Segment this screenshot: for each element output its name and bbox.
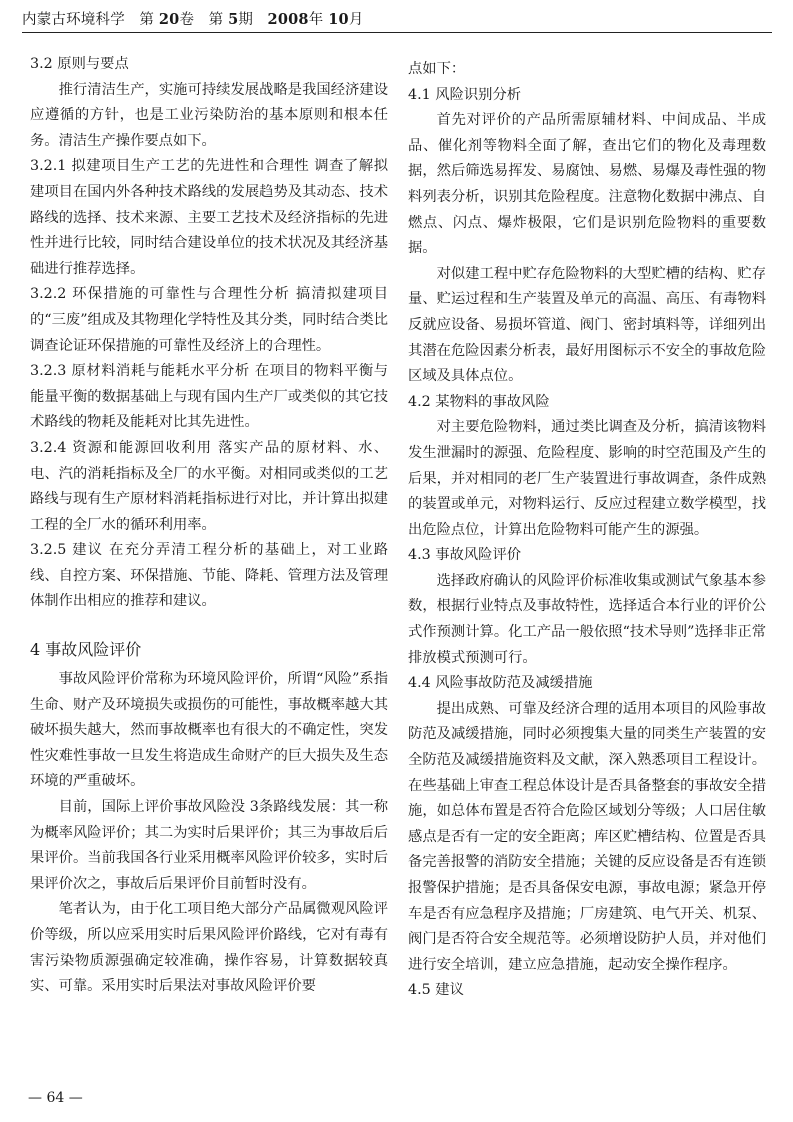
- section-heading: 3.2 原则与要点: [30, 56, 129, 72]
- left-column: [30, 52, 388, 1000]
- paragraph: 首先对评价的产品所需原辅材料、中间成品、半成品、催化剂等物料全面了解，查出它们的物化及毒理数据，然后筛选易挥发、易腐蚀、易燃、易爆及毒性强的物料列表分析，识别其危险程度。注意物化数据中沸点、自燃点、闪点、爆炸极限，它们是识别危险物料的重要数据。: [408, 112, 766, 257]
- section-heading: 4 事故风险评价: [30, 640, 142, 660]
- section-heading: 4.4 风险事故防范及减缓措施: [408, 675, 593, 692]
- issue-number: 5: [228, 11, 239, 28]
- subsection-paragraph: 3.2.4 资源和能源回收利用 落实产品的原材料、水、电、汽的消耗指标及全厂的水平衡。对相同或类似的工艺路线与现有生产原材料消耗指标进行对比，并计算出拟建工程的全厂水的循环利用率。: [30, 439, 388, 533]
- paragraph: 推行清洁生产，实施可持续发展战略是我国经济建设应遵循的方针，也是工业污染防治的基本原则和根本任务。清洁生产操作要点如下。: [30, 81, 388, 149]
- section-heading: 4.3 事故风险评价: [408, 547, 522, 564]
- subsection-paragraph: 3.2.5 建议 在充分弄清工程分析的基础上，对工业路线、自控方案、环保措施、节能、降耗、管理方法及管理体制作出相应的推荐和建议。: [30, 542, 388, 610]
- month: 10: [328, 11, 349, 28]
- section-heading: 4.2 某物料的事故风险: [408, 393, 550, 410]
- paragraph: 提出成熟、可靠及经济合理的适用本项目的风险事故防范及减缓措施，同时必须搜集大量的同类生产装置的安全防范及减缓措施资料及文献，深入熟悉项目工程设计。在些基础上审查工程总体设计是否具备整套的事故安全措施，如总体布置是否符合危险区域划分等级；人口居住敏感点是否有一定的安全距离；库区贮槽结构、位置是否具备完善报警的消防安全措施；关键的反应设备是否有连锁报警保护措施；是否具备保安电源，事故电源；紧急开停车是否有应急程序及措施；厂房建筑、电气开关、机泵、阀门是否符合安全规范等。必须增设防护人员，并对他们进行安全培训，建立应急措施，起动安全操作程序。: [408, 700, 766, 973]
- paragraph: 点如下：: [408, 61, 466, 77]
- paragraph: 目前，国际上评价事故风险没 3条路线发展：其一称为概率风险评价；其二为实时后果评价；其三为事故后后果评价。当前我国各行业采用概率风险评价较多，实时后果评价次之，事故后后果评价目前暂时没有。: [30, 799, 388, 892]
- section-heading: 4.1 风险识别分析: [408, 86, 522, 103]
- paragraph: 笔者认为，由于化工项目绝大部分产品属微观风险评价等级，所以应采用实时后果风险评价路线，它对有毒有害污染物质源强确定较准确，操作容易，计算数据较真实、可靠。采用实时后果法对事故风险评价要: [30, 901, 388, 995]
- subsection-paragraph: 3.2.1 拟建项目生产工艺的先进性和合理性 调查了解拟建项目在国内外各种技术路线的发展趋势及其动态、技术路线的选择、技术来源、主要工艺技术及经济指标的先进性并进行比较，同时结合建设单位的技术状况及其经济基础进行推荐选择。: [30, 158, 388, 277]
- paragraph: 事故风险评价常称为环境风险评价，所谓“风险”系指生命、财产及环境损失或损伤的可能性，事故概率越大其破坏损失越大，然而事故概率也有很大的不确定性，突发性灾难性事故一旦发生将造成生命财产的巨大损失及生态环境的严重破坏。: [30, 671, 388, 790]
- volume-number: 20: [158, 11, 180, 28]
- right-column: [408, 57, 766, 1004]
- subsection-paragraph: 3.2.2 环保措施的可靠性与合理性分析 搞清拟建项目的“三废”组成及其物理化学特性及其分类，同时结合类比调查论证环保措施的可靠性及经济上的合理性。: [30, 286, 388, 354]
- year: 2008: [267, 11, 309, 28]
- paragraph: 对似建工程中贮存危险物料的大型贮槽的结构、贮存量、贮运过程和生产装置及单元的高温、高压、有毒物料反就应设备、易损坏管道、阀门、密封填料等，详细列出其潜在危险因素分析表，最好用图标示不安全的事故危险区域及具体点位。: [408, 265, 766, 385]
- page-number: — 64 —: [28, 1090, 83, 1106]
- subsection-paragraph: 3.2.3 原材料消耗与能耗水平分析 在项目的物料平衡与能量平衡的数据基础上与现有国内生产厂或类似的其它技术路线的物耗及能耗对比其先进性。: [30, 363, 388, 431]
- paragraph: 对主要危险物料，通过类比调查及分析，搞清该物料发生泄漏时的源强、危险程度、影响的时空范围及产生的后果，并对相同的老厂生产装置进行事故调查，条件成熟的装置或单元，对物料运行、反应过程建立数学模型，找出危险点位，计算出危险物料可能产生的源强。: [408, 419, 766, 538]
- journal-name: 内蒙古环境科学: [22, 12, 125, 28]
- section-heading: 4.5 建议: [408, 982, 464, 999]
- running-header: 内蒙古环境科学 第 20卷 第 5期 2008年 10月: [22, 8, 772, 33]
- paragraph: 选择政府确认的风险评价标准收集或测试气象基本参数，根据行业特点及事故特性，选择适合本行业的评价公式作预测计算。化工产品一般依照“技术导则”选择非正常排放模式预测可行。: [408, 572, 766, 666]
